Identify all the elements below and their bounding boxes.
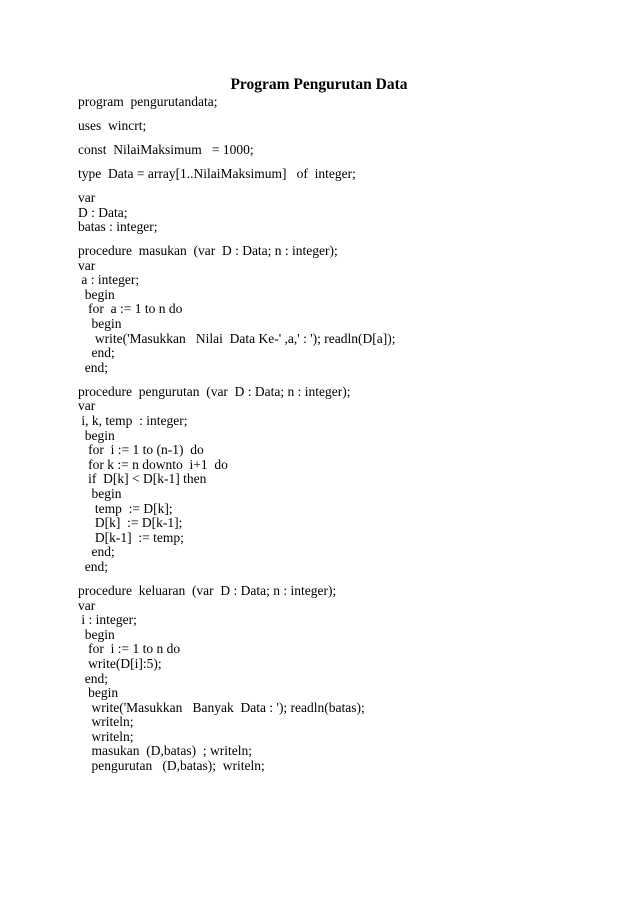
code-line: end; bbox=[78, 359, 108, 375]
code-line: var bbox=[78, 257, 96, 273]
code-line: D[k-1] := temp; bbox=[78, 529, 184, 545]
code-line: end; bbox=[78, 670, 108, 686]
code-line: masukan (D,batas) ; writeln; bbox=[78, 743, 252, 759]
code-block bbox=[78, 191, 396, 235]
code-line: D[k] := D[k-1]; bbox=[78, 515, 183, 531]
page-title: Program Pengurutan Data bbox=[230, 76, 408, 93]
code-block bbox=[78, 95, 396, 110]
code-line: const NilaiMaksimum = 1000; bbox=[78, 141, 254, 157]
code-line: writeln; bbox=[78, 714, 134, 730]
code-line: writeln; bbox=[78, 728, 134, 744]
code-line: for i := 1 to (n-1) do bbox=[78, 442, 204, 458]
block-spacer bbox=[78, 182, 396, 191]
code-block bbox=[78, 143, 396, 158]
code-block bbox=[78, 244, 396, 375]
code-block bbox=[78, 584, 396, 774]
code-block bbox=[78, 167, 396, 182]
code-line: pengurutan (D,batas); writeln; bbox=[78, 758, 265, 774]
code-block bbox=[78, 119, 396, 134]
code-line: write(D[i]:5); bbox=[78, 655, 162, 671]
code-line: begin bbox=[78, 427, 115, 443]
code-line: write('Masukkan Nilai Data Ke-' ,a,' : '); readln(D[a]); bbox=[78, 330, 396, 346]
code-line: procedure pengurutan (var D : Data; n : integer); bbox=[78, 383, 351, 399]
code-line: procedure keluaran (var D : Data; n : integer); bbox=[78, 582, 337, 598]
code-line: for a := 1 to n do bbox=[78, 301, 183, 317]
code-line: begin bbox=[78, 486, 122, 501]
code-line: end; bbox=[78, 544, 115, 560]
code-line: for k := n downto i+1 do bbox=[78, 456, 228, 472]
code-block bbox=[78, 385, 396, 575]
code-line: batas : integer; bbox=[78, 219, 158, 235]
code-line: end; bbox=[78, 345, 115, 361]
code-line: procedure masukan (var D : Data; n : integer); bbox=[78, 243, 338, 259]
code-line: program pengurutandata; bbox=[78, 94, 218, 109]
code-line: uses wincrt; bbox=[78, 117, 147, 133]
code-line: i, k, temp : integer; bbox=[78, 413, 188, 429]
code-line: for i := 1 to n do bbox=[78, 641, 181, 657]
code-line: D : Data; bbox=[78, 204, 128, 220]
code-line: i : integer; bbox=[78, 612, 137, 628]
code-listing bbox=[78, 95, 396, 774]
code-line: temp := D[k]; bbox=[78, 500, 173, 516]
code-line: begin bbox=[78, 685, 119, 701]
code-line: if D[k] < D[k-1] then bbox=[78, 471, 207, 487]
code-line: end; bbox=[78, 558, 108, 574]
code-line: begin bbox=[78, 286, 115, 302]
code-line: begin bbox=[78, 316, 122, 332]
code-line: var bbox=[78, 189, 96, 205]
code-line: begin bbox=[78, 626, 115, 642]
code-line: a : integer; bbox=[78, 272, 140, 288]
code-line: write('Masukkan Banyak Data : '); readln(batas); bbox=[78, 699, 365, 715]
code-line: type Data = array[1..NilaiMaksimum] of integer; bbox=[78, 165, 356, 181]
code-line: var bbox=[78, 398, 96, 414]
code-line: var bbox=[78, 597, 96, 613]
